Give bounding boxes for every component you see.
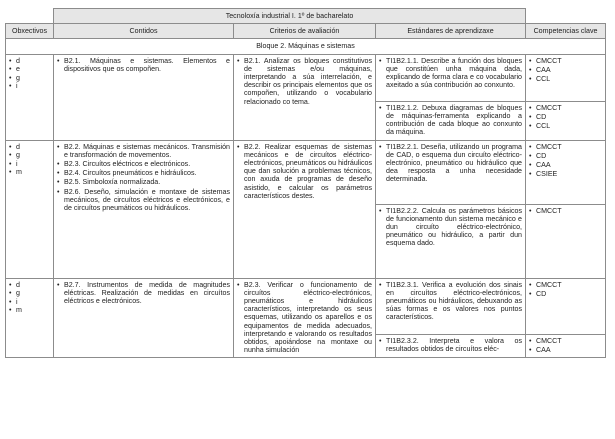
- objective-item: • d: [9, 281, 50, 290]
- header-criteria: Criterios de avaliación: [234, 24, 376, 39]
- objective-item: • i: [9, 82, 50, 91]
- criterion-item: • B2.2. Realizar esquemas de sistemas mecánicos e de circuítos eléctrico-electrónicos, pneumáticos ou hidráulicos que dan solución a problemas técnicos, con axuda de programas de deseño asistido, e calcular os parámetros característicos destes.: [237, 143, 372, 200]
- content-item: • B2.4. Circuítos pneumáticos e hidráulicos.: [57, 169, 230, 177]
- contents-cell: [54, 278, 234, 358]
- competency-item: • CAA: [529, 66, 602, 74]
- standard-cell: [376, 101, 526, 140]
- objective-item: • g: [9, 289, 50, 298]
- objective-item: • d: [9, 57, 50, 66]
- competency-item: • CMCCT: [529, 207, 602, 215]
- objective-item: • d: [9, 143, 50, 152]
- empty-corner-cell: [6, 9, 54, 24]
- competencies-cell: [526, 101, 606, 140]
- header-competencies: Competencias clave: [526, 24, 606, 39]
- competency-item: • CMCCT: [529, 337, 602, 345]
- contents-cell: [54, 140, 234, 278]
- competency-item: • CCL: [529, 122, 602, 130]
- header-standards: Estándares de aprendizaxe: [376, 24, 526, 39]
- objective-item: • g: [9, 74, 50, 83]
- competencies-cell: [526, 54, 606, 101]
- curriculum-table: [5, 8, 606, 358]
- competency-item: • CCL: [529, 75, 602, 83]
- objectives-cell: [6, 278, 54, 358]
- standard-item: • TI1B2.3.2. Interpreta e valora os resultados obtidos de circuítos eléc-: [379, 337, 522, 353]
- empty-corner-cell: [526, 9, 606, 24]
- objective-item: • e: [9, 65, 50, 74]
- criterion-cell: [234, 278, 376, 358]
- competency-item: • CAA: [529, 346, 602, 354]
- header-contents: Contidos: [54, 24, 234, 39]
- competency-item: • CAA: [529, 161, 602, 169]
- standard-item: • TI1B2.1.1. Describe a función dos bloques que constitúen unha máquina dada, explicando de forma clara e co vocabulario axeitado a súa contribución ao conxunto.: [379, 57, 522, 90]
- competency-item: • CD: [529, 113, 602, 121]
- objective-item: • i: [9, 160, 50, 169]
- competencies-cell: [526, 204, 606, 278]
- content-item: • B2.1. Máquinas e sistemas. Elementos e dispositivos que os compoñen.: [57, 57, 230, 73]
- competency-item: • CMCCT: [529, 57, 602, 65]
- competencies-cell: [526, 278, 606, 334]
- competency-item: • CD: [529, 290, 602, 298]
- content-item: • B2.6. Deseño, simulación e montaxe de sistemas mecánicos, de circuítos eléctricos e electrónicos, e de circuítos pneumáticos ou hidráulicos.: [57, 188, 230, 213]
- standard-cell: [376, 54, 526, 101]
- objective-item: • g: [9, 151, 50, 160]
- standard-cell: [376, 278, 526, 334]
- contents-cell: [54, 54, 234, 140]
- block-row: [6, 39, 606, 54]
- criterion-item: • B2.3. Verificar o funcionamento de circuítos eléctrico-electrónicos, pneumáticos e hidráulicos característicos, interpretando os seus esquemas, utilizando os aparellos e os equipamentos de medida adecuados, interpretando e valorando os resultados obtidos, apoiándose na montaxe ou nunha simulación: [237, 281, 372, 355]
- standard-item: • TI1B2.1.2. Debuxa diagramas de bloques de máquinas-ferramenta explicando a contribución de cada bloque ao conxunto da máquina.: [379, 104, 522, 137]
- objectives-cell: [6, 54, 54, 140]
- objective-item: • m: [9, 168, 50, 177]
- standard-cell: [376, 140, 526, 204]
- standard-cell: [376, 334, 526, 358]
- objectives-cell: [6, 140, 54, 278]
- curriculum-document: [5, 8, 605, 358]
- competency-item: • CSIEE: [529, 170, 602, 178]
- content-item: • B2.2. Máquinas e sistemas mecánicos. Transmisión e transformación de movementos.: [57, 143, 230, 159]
- table-row: [6, 54, 606, 101]
- objective-item: • m: [9, 306, 50, 315]
- competencies-cell: [526, 140, 606, 204]
- competencies-cell: [526, 334, 606, 358]
- criterion-item: • B2.1. Analizar os bloques constitutivos de sistemas e/ou máquinas, interpretando a súa interrelación, e describir os principais elementos que os compoñen, utilizando o vocabulario relacionado co tema.: [237, 57, 372, 106]
- table-title: Tecnoloxía industrial I. 1º de bacharelato: [54, 9, 526, 24]
- criterion-cell: [234, 140, 376, 278]
- standard-item: • TI1B2.2.2. Calcula os parámetros básicos de funcionamento dun sistema mecánico e dun circuíto eléctrico-electrónico, pneumático ou hidráulico, a partir dun esquema dado.: [379, 207, 522, 248]
- table-row: [6, 278, 606, 334]
- competency-item: • CMCCT: [529, 143, 602, 151]
- header-objectives: Obxectivos: [6, 24, 54, 39]
- title-row: [6, 9, 606, 24]
- standard-item: • TI1B2.2.1. Deseña, utilizando un programa de CAD, o esquema dun circuíto eléctrico-electrónico, pneumático ou hidráulico que dea resposta a unha necesidade determinada.: [379, 143, 522, 184]
- criterion-cell: [234, 54, 376, 140]
- block-title: Bloque 2. Máquinas e sistemas: [6, 39, 606, 54]
- competency-item: • CMCCT: [529, 281, 602, 289]
- content-item: • B2.7. Instrumentos de medida de magnitudes eléctricas. Realización de medidas en circuítos eléctricos e electrónicos.: [57, 281, 230, 306]
- standard-item: • TI1B2.3.1. Verifica a evolución dos sinais en circuítos eléctrico-electrónicos, pneumáticos ou hidráulicos, debuxando as súas formas e os valores nos puntos característicos.: [379, 281, 522, 322]
- competency-item: • CD: [529, 152, 602, 160]
- content-item: • B2.3. Circuítos eléctricos e electrónicos.: [57, 160, 230, 168]
- table-row: [6, 140, 606, 204]
- header-row: [6, 24, 606, 39]
- objective-item: • i: [9, 298, 50, 307]
- content-item: • B2.5. Simboloxía normalizada.: [57, 178, 230, 186]
- competency-item: • CMCCT: [529, 104, 602, 112]
- standard-cell: [376, 204, 526, 278]
